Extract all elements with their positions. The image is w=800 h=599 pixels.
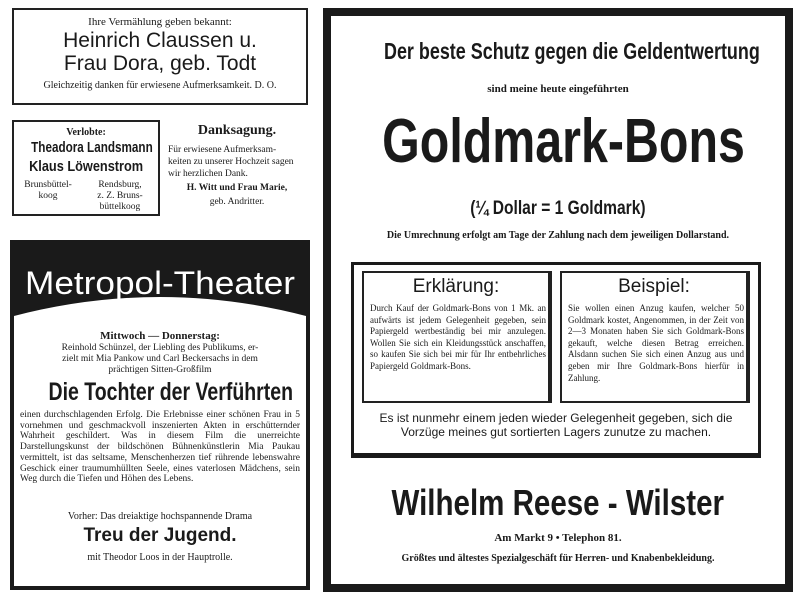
wedding-announcement (12, 8, 308, 105)
goldmark-headline-text: Der beste Schutz gegen die Geldentwertung (383, 38, 760, 64)
erklaerung-text: Durch Kauf der Goldmark-Bons von 1 Mk. an aufwärts ist jedem Gelegenheit gegeben, sein Papiergeld wertbeständig bei mir anzulegen. Wollen Sie sich ein Kleidungsstück anschaffen, so kaufen Sie sich bei mir für Ihr entbehrliches Papiergeld Goldmark-Bons. (370, 303, 546, 371)
theater-banner (14, 244, 306, 324)
danksagung-text: Für erwiesene Aufmerksam- keiten zu unserer Hochzeit sagen wir herzlichen Dank. (168, 145, 294, 179)
engagement-place-1: Brunsbüttel- koog (24, 180, 72, 201)
goldmark-rate (331, 198, 785, 220)
company-tagline: Größtes und ältestes Spezialgeschäft für Herren- und Knabenbekleidung. (401, 553, 715, 564)
goldmark-ad (323, 8, 793, 592)
theater-vorher: Vorher: Das dreiaktige hochspannende Drama (67, 511, 253, 522)
star-icon (146, 306, 174, 321)
company-address: Am Markt 9 • Telephon 81. (494, 532, 622, 544)
engagement-label: Verlobte: (66, 127, 106, 138)
theater-ad (10, 240, 310, 590)
engagement-name-1 (14, 139, 158, 157)
erklaerung-title: Erklärung: (412, 276, 500, 297)
beispiel-text: Sie wollen einen Anzug kaufen, welcher 50 Goldmark kostet, Angenommen, in der Zeit von 2—3 Monaten haben Sie sich Goldmark-Bons gekauft, welche diesen Betrag erreichen. Alsdann suchen Sie sich einen Anzug aus und geben mir Ihre Goldmark-Bons hierfür in Zahlung. (568, 303, 744, 383)
film-description: einen durchschlagenden Erfolg. Die Erlebnisse einer schönen Frau in 5 vornehmen und geschmackvoll inszenierten Akten in erschütternder Wahrheit geschildert. Was in diesem Film die unerreichte Darstellungskunst der bildschönen Bühnenkünstlerin Mia Paukau vermittelt, ist das seltsame, Menschenherzen tief rührende lebenswahre Geschick einer traumumhüllten Seele, eines vaterlosen Mädchens, sein Weg durch die Tiefen und Höhen des Lebens. (20, 410, 300, 485)
second-film-cast: mit Theodor Loos in der Hauptrolle. (87, 552, 233, 563)
engagement-announcement (12, 120, 160, 216)
danksagung (166, 120, 308, 216)
second-film-title: Treu der Jugend. (83, 525, 237, 546)
engagement-name-2-text: Klaus Löwenstrom (28, 158, 144, 175)
wedding-thanks: Gleichzeitig danken für erwiesene Aufmerksamkeit. D. O. (43, 80, 277, 91)
goldmark-product-text: Goldmark-Bons (382, 107, 745, 176)
company-name (331, 482, 785, 524)
goldmark-subline: sind meine heute eingeführten (487, 83, 629, 95)
goldmark-headline (331, 38, 785, 65)
goldmark-product (331, 106, 785, 177)
goldmark-conversion: Die Umrechnung erfolgt am Tage der Zahlung nach dem jeweiligen Dollarstand. (386, 230, 730, 241)
film-title (14, 378, 306, 407)
closing-text: Es ist nunmehr einem jeden wieder Gelegenheit gegeben, sich die Vorzüge meines gut sortierten Lagers zunutze zu machen. (379, 411, 733, 439)
wedding-name-1: Heinrich Claussen u. (63, 29, 257, 52)
danksagung-title: Danksagung. (197, 123, 277, 138)
film-title-text: Die Tochter der Verführten (48, 378, 294, 406)
company-name-text: Wilhelm Reese - Wilster (391, 482, 725, 523)
goldmark-rate-text: (¼ Dollar = 1 Goldmark) (470, 198, 646, 219)
engagement-place-2: Rendsburg, z. Z. Bruns- büttelkoog (97, 180, 143, 212)
beispiel-title: Beispiel: (618, 276, 690, 297)
engagement-name-1-text: Theadora Landsmann (31, 139, 153, 156)
wedding-intro: Ihre Vermählung geben bekannt: (88, 16, 232, 28)
theater-intro: Reinhold Schünzel, der Liebling des Publikums, er- zielt mit Mia Pankow und Carl Beckersachs in dem prächtigen Sitten-Großfilm (61, 343, 259, 375)
beispiel-box (560, 271, 750, 403)
erklaerung-box (362, 271, 552, 403)
wedding-name-2: Frau Dora, geb. Todt (63, 52, 257, 75)
info-panel (351, 262, 761, 458)
danksagung-signature-2: geb. Andritter. (209, 197, 265, 207)
danksagung-signature-1: H. Witt und Frau Marie, (186, 183, 288, 193)
engagement-name-2 (14, 158, 158, 176)
theater-name: Metropol-Theater (25, 265, 296, 301)
theater-days: Mittwoch — Donnerstag: (100, 330, 220, 342)
